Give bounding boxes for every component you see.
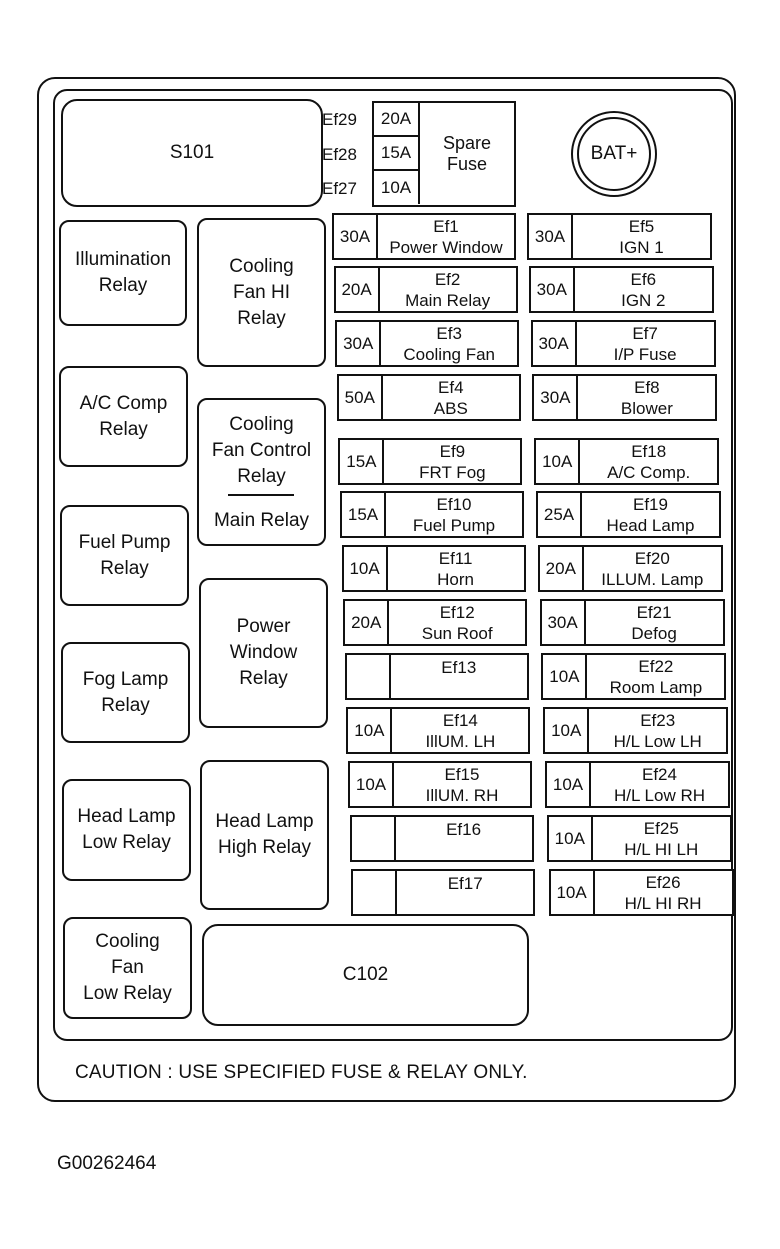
relay-divider-line: [228, 494, 294, 496]
fuse-slot: [549, 869, 734, 916]
fuse-slot: [332, 213, 516, 260]
fuse-slot: [348, 761, 532, 808]
fuse-slot: [532, 374, 717, 421]
fuse-amperage: 30A: [542, 601, 586, 644]
fuse-id: Ef19: [633, 494, 668, 514]
fuse-slot: [527, 213, 712, 260]
fuse-label: [578, 376, 715, 419]
fuse-id: Ef3: [436, 323, 462, 343]
fuse-id: Ef8: [634, 377, 660, 397]
relay-fuel-pump-label: Fuel Pump Relay: [78, 531, 171, 579]
relay-ac-comp: [59, 366, 188, 467]
spare-id-ef27: Ef27: [322, 179, 357, 198]
figure-code: G00262464: [57, 1153, 157, 1174]
fuse-circuit-name: Power Window: [389, 237, 503, 257]
fuse-circuit-name: I/P Fuse: [613, 344, 677, 364]
fuse-amperage: 20A: [336, 268, 380, 311]
fuse-circuit-name: H/L HI RH: [624, 893, 702, 913]
relay-cooling-fan-hi-label: Cooling Fan HI Relay: [229, 255, 294, 329]
fuse-id: Ef5: [628, 216, 655, 236]
spare-amp-ef29: 20A: [374, 103, 420, 137]
fuse-amperage: 10A: [551, 871, 595, 914]
fuse-circuit-name: H/L Low LH: [613, 731, 702, 751]
fuse-circuit-name: Head Lamp: [606, 515, 695, 535]
fuse-circuit-name: IllUM. LH: [425, 731, 496, 751]
fuse-slot: [543, 707, 728, 754]
fuse-circuit-name: Room Lamp: [609, 677, 703, 697]
fuse-circuit-name: Horn: [437, 569, 475, 589]
fuse-id: Ef2: [434, 269, 461, 289]
spare-amp-ef27: 10A: [374, 171, 420, 204]
fuse-label: [582, 493, 719, 536]
fuse-circuit-name: Sun Roof: [421, 623, 493, 643]
fuse-id: Ef17: [447, 874, 483, 893]
fuse-id: Ef15: [444, 764, 480, 784]
relay-cooling-fan-control: [197, 398, 326, 546]
fuse-amperage: 30A: [534, 376, 578, 419]
fuse-amperage: [347, 655, 391, 698]
battery-terminal: [571, 111, 657, 197]
relay-illumination-label: Illumination Relay: [74, 249, 172, 296]
relay-fuel-pump: [60, 505, 189, 606]
connector-c102: [202, 924, 529, 1026]
relay-cooling-fan-low-label: Cooling Fan Low Relay: [83, 931, 172, 1004]
fuse-slot: [346, 707, 530, 754]
connector-s101: [61, 99, 323, 207]
fuse-circuit-name: H/L HI LH: [624, 839, 699, 859]
fuse-label: [577, 322, 714, 365]
fuse-amperage: 30A: [531, 268, 575, 311]
fuse-id: Ef13: [441, 658, 477, 677]
fuse-id: Ef20: [634, 548, 670, 568]
fuse-id: Ef6: [630, 269, 657, 289]
fuse-id: Ef23: [640, 710, 676, 730]
fuse-id: Ef26: [645, 872, 681, 892]
fuse-label: [575, 268, 712, 311]
fuse-id: Ef25: [643, 818, 679, 838]
fuse-label: [593, 817, 730, 860]
fuse-amperage: 30A: [337, 322, 381, 365]
fuse-slot: [345, 653, 529, 700]
fuse-slot: [540, 599, 725, 646]
fuse-slot: [351, 869, 535, 916]
fuse-label: [595, 871, 732, 914]
fuse-slot: [335, 320, 519, 367]
fuse-amperage: 10A: [549, 817, 593, 860]
fuse-id: Ef14: [442, 710, 478, 730]
fuse-circuit-name: IGN 2: [621, 290, 666, 310]
fuse-amperage: 10A: [348, 709, 392, 752]
fuse-slot: [350, 815, 534, 862]
fuse-amperage: 20A: [345, 601, 389, 644]
spare-id-ef28: Ef28: [322, 145, 357, 164]
relay-cooling-fan-hi: [197, 218, 326, 367]
fuse-label: [388, 547, 524, 590]
fuse-label: [378, 215, 514, 258]
fuse-slot: [536, 491, 721, 538]
fuse-amperage: [353, 871, 397, 914]
fuse-amperage: 10A: [545, 709, 589, 752]
fuse-slot: [545, 761, 730, 808]
fuse-amperage: 10A: [547, 763, 591, 806]
relay-power-window: [199, 578, 328, 728]
relay-head-lamp-high-label: Head Lamp High Relay: [215, 811, 314, 858]
fuse-amperage: 30A: [529, 215, 573, 258]
spare-fuse-block: [372, 101, 516, 207]
fuse-slot: [541, 653, 726, 700]
fuse-label: [386, 493, 522, 536]
fuse-amperage: 10A: [350, 763, 394, 806]
fuse-slot: [534, 438, 719, 485]
fuse-label: [381, 322, 517, 365]
fuse-slot: [529, 266, 714, 313]
fuse-id: Ef1: [433, 216, 459, 236]
fuse-circuit-name: Defog: [631, 623, 677, 643]
fuse-id: Ef9: [439, 441, 466, 461]
relay-head-lamp-low-label: Head Lamp Low Relay: [77, 806, 176, 853]
fuse-circuit-name: ILLUM. Lamp: [601, 569, 704, 589]
fuse-label: [584, 547, 721, 590]
fuse-label: [589, 709, 726, 752]
fuse-circuit-name: ABS: [433, 398, 468, 418]
fuse-id: Ef16: [446, 820, 482, 839]
relay-illumination: [59, 220, 187, 326]
relay-fog-lamp: [61, 642, 190, 743]
fuse-label: [394, 763, 530, 806]
fuse-slot: [337, 374, 521, 421]
fuse-label: [397, 871, 533, 914]
fuse-id: Ef21: [636, 602, 672, 622]
fuse-amperage: 30A: [533, 322, 577, 365]
spare-amp-ef28: 15A: [374, 137, 420, 171]
fuse-label: [587, 655, 724, 698]
fuse-slot: [338, 438, 522, 485]
relay-head-lamp-high: [200, 760, 329, 910]
fuse-circuit-name: Main Relay: [405, 290, 491, 310]
relay-cooling-fan-control-label: Cooling Fan Control Relay: [211, 414, 312, 487]
fuse-amperage: 10A: [536, 440, 580, 483]
fuse-label: [391, 655, 527, 698]
battery-terminal-label: BAT+: [590, 143, 638, 164]
spare-id-ef29: Ef29: [322, 110, 357, 129]
fuse-id: Ef22: [638, 656, 674, 676]
fuse-slot: [547, 815, 732, 862]
fuse-amperage: 15A: [340, 440, 384, 483]
relay-main-label: Main Relay: [213, 510, 310, 531]
fuse-amperage: 30A: [334, 215, 378, 258]
fuse-id: Ef7: [632, 323, 658, 343]
fuse-amperage: 25A: [538, 493, 582, 536]
fuse-slot: [334, 266, 518, 313]
fuse-amperage: 10A: [344, 547, 388, 590]
fuse-id: Ef18: [631, 441, 667, 461]
fuse-amperage: 10A: [543, 655, 587, 698]
relay-power-window-label: Power Window Relay: [229, 616, 298, 689]
fuse-label: [384, 440, 520, 483]
fuse-amperage: 20A: [540, 547, 584, 590]
fuse-label: [392, 709, 528, 752]
relay-head-lamp-low: [62, 779, 191, 881]
fuse-label: [380, 268, 516, 311]
fuse-circuit-name: Blower: [620, 398, 673, 418]
relay-cooling-fan-low: [63, 917, 192, 1019]
fuse-id: Ef11: [438, 548, 473, 568]
fuse-circuit-name: Fuel Pump: [412, 515, 496, 535]
fuse-circuit-name: FRT Fog: [419, 462, 486, 482]
fuse-circuit-name: A/C Comp.: [607, 462, 691, 482]
fuse-circuit-name: IllUM. RH: [425, 785, 499, 805]
fuse-circuit-name: IGN 1: [619, 237, 664, 257]
fuse-label: [573, 215, 710, 258]
fuse-slot: [340, 491, 524, 538]
fuse-label: [586, 601, 723, 644]
caution-note: CAUTION : USE SPECIFIED FUSE & RELAY ONLY.: [75, 1062, 528, 1083]
fuse-id: Ef12: [439, 602, 475, 622]
fuse-slot: [538, 545, 723, 592]
fuse-amperage: 50A: [339, 376, 383, 419]
fuse-label: [383, 376, 519, 419]
fuse-slot: [531, 320, 716, 367]
fuse-slot: [342, 545, 526, 592]
relay-ac-comp-label: A/C Comp Relay: [79, 392, 168, 440]
fuse-label: [389, 601, 525, 644]
fuse-label: [396, 817, 532, 860]
fuse-id: Ef10: [436, 494, 472, 514]
fuse-label: [591, 763, 728, 806]
fuse-slot: [343, 599, 527, 646]
fuse-circuit-name: Cooling Fan: [403, 344, 496, 364]
fuse-id: Ef4: [438, 377, 464, 397]
fuse-label: [580, 440, 717, 483]
connector-s101-label: S101: [169, 142, 215, 163]
fuse-amperage: [352, 817, 396, 860]
battery-terminal-inner: [577, 117, 651, 191]
spare-fuse-label: Spare Fuse: [442, 133, 492, 174]
fuse-amperage: 15A: [342, 493, 386, 536]
relay-fog-lamp-label: Fog Lamp Relay: [82, 668, 169, 716]
fuse-id: Ef24: [642, 764, 677, 784]
fuse-circuit-name: H/L Low RH: [613, 785, 705, 805]
connector-c102-label: C102: [342, 964, 389, 985]
